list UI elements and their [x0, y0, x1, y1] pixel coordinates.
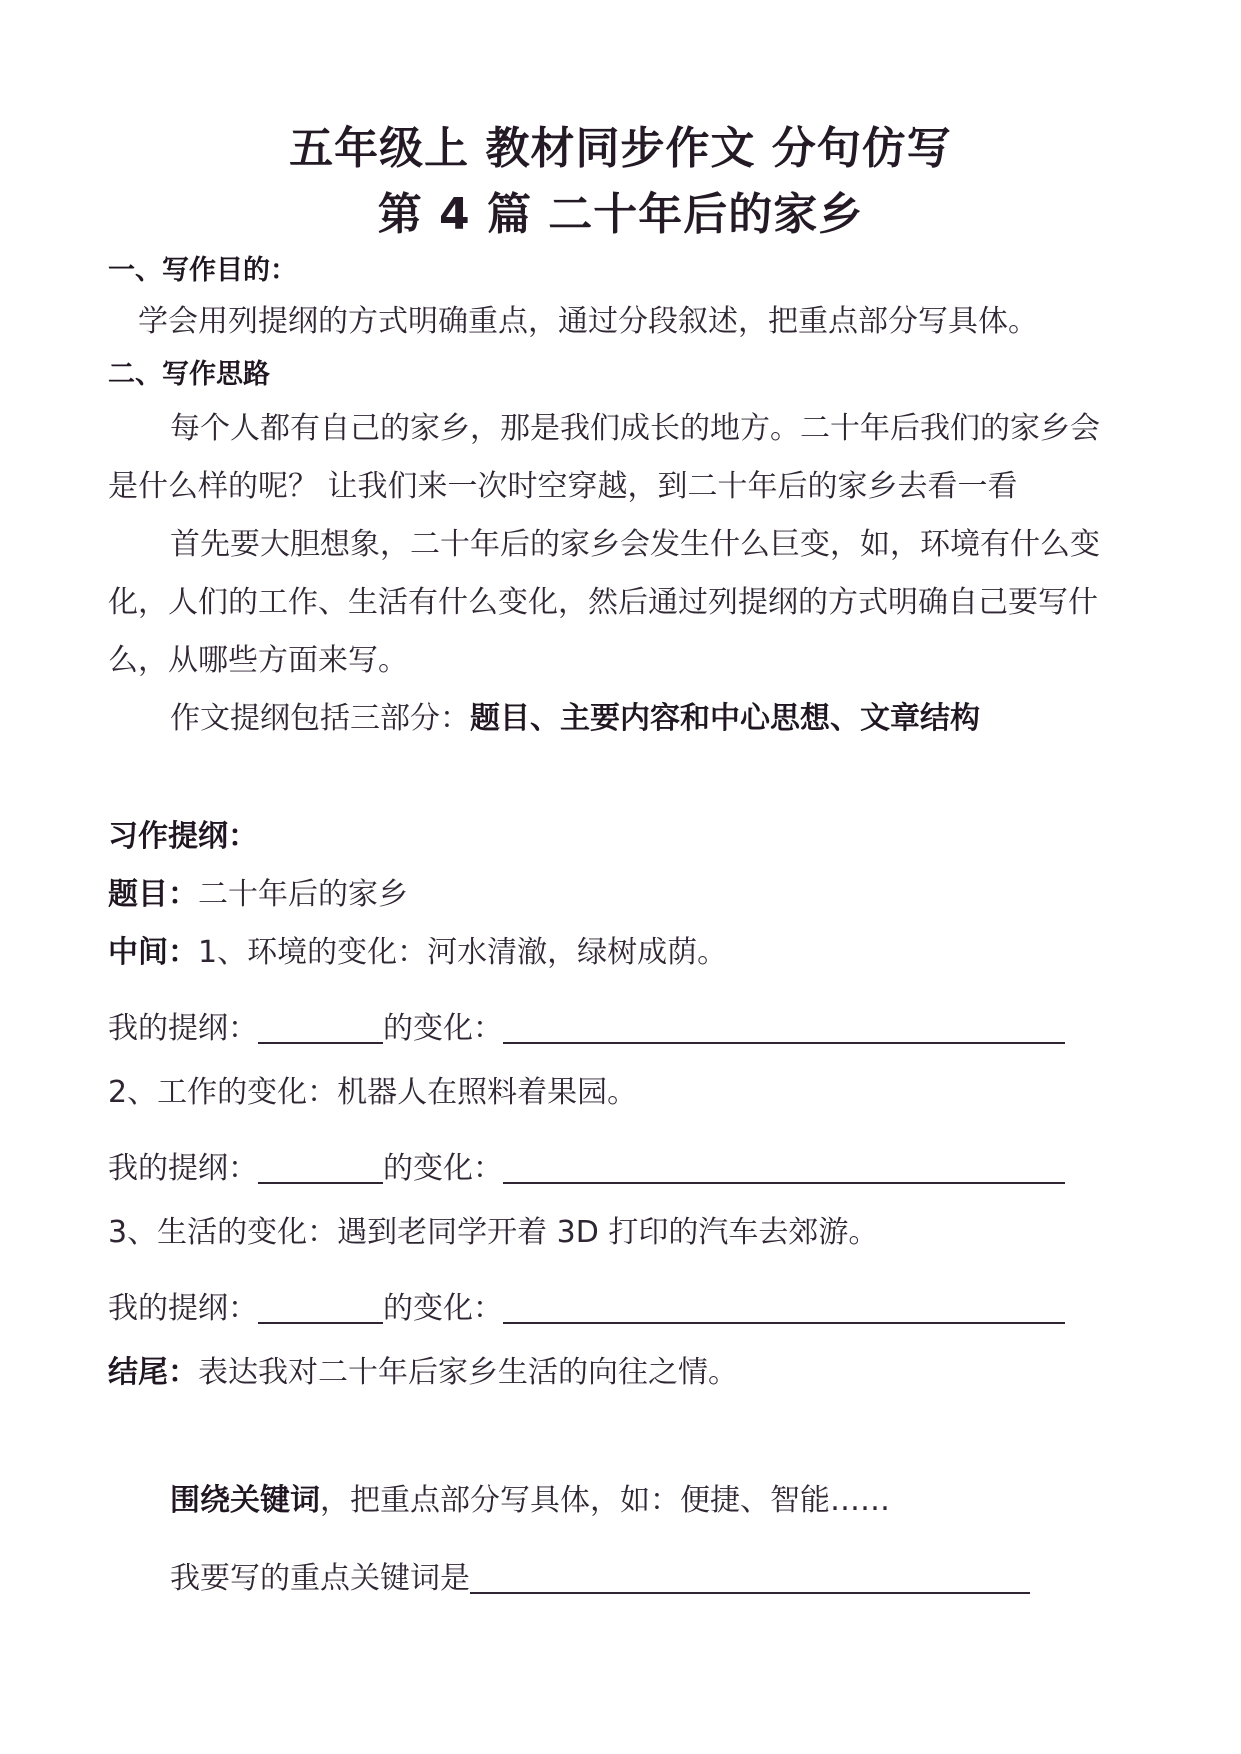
change-detail-blank-2[interactable]: [503, 1152, 1065, 1184]
my-outline-label: 我的提纲：: [108, 1151, 258, 1186]
middle-label: 中间：: [108, 935, 198, 970]
outline-parts-list: 题目、主要内容和中心思想、文章结构: [470, 701, 980, 736]
topic-value: 二十年后的家乡: [198, 877, 408, 912]
change-type-blank-1[interactable]: [258, 1012, 383, 1044]
my-outline-row-1: [108, 1003, 1065, 1047]
approach-paragraph-2-line-3: 么，从哪些方面来写。: [108, 643, 408, 678]
outline-heading: 习作提纲：: [108, 819, 258, 854]
my-outline-row-2: [108, 1143, 1065, 1187]
section-heading-approach: 二、写作思路: [108, 359, 270, 390]
change-detail-blank-3[interactable]: [503, 1292, 1065, 1324]
outline-middle-item-1: [108, 927, 727, 971]
approach-paragraph-2-line-2: 化，人们的工作、生活有什么变化，然后通过列提纲的方式明确自己要写什: [108, 585, 1098, 620]
keywords-answer-row: [170, 1553, 1030, 1597]
change-label: 的变化：: [383, 1151, 503, 1186]
change-type-blank-2[interactable]: [258, 1152, 383, 1184]
item-1-text: 1、环境的变化：河水清澈，绿树成荫。: [198, 935, 728, 970]
approach-paragraph-3: [170, 693, 980, 737]
keywords-text: ，把重点部分写具体，如：便捷、智能……: [320, 1483, 890, 1518]
my-outline-label: 我的提纲：: [108, 1011, 258, 1046]
purpose-text: 学会用列提纲的方式明确重点，通过分段叙述，把重点部分写具体。: [138, 304, 1038, 339]
my-outline-row-3: [108, 1283, 1065, 1327]
keywords-bold-prefix: 围绕关键词: [170, 1483, 320, 1518]
change-detail-blank-1[interactable]: [503, 1012, 1065, 1044]
my-outline-label: 我的提纲：: [108, 1291, 258, 1326]
topic-label: 题目：: [108, 877, 198, 912]
ending-value: 表达我对二十年后家乡生活的向往之情。: [198, 1355, 738, 1390]
outline-middle-item-2: 2、工作的变化：机器人在照料着果园。: [108, 1075, 638, 1110]
section-heading-purpose: 一、写作目的：: [108, 255, 297, 286]
ending-label: 结尾：: [108, 1355, 198, 1390]
keywords-prompt: 我要写的重点关键词是: [170, 1561, 470, 1596]
outline-parts-prefix: 作文提纲包括三部分：: [170, 701, 470, 736]
keywords-answer-blank[interactable]: [470, 1562, 1030, 1594]
change-label: 的变化：: [383, 1011, 503, 1046]
page-title: 五年级上 教材同步作文 分句仿写: [289, 123, 952, 174]
change-label: 的变化：: [383, 1291, 503, 1326]
change-type-blank-3[interactable]: [258, 1292, 383, 1324]
outline-ending: [108, 1347, 738, 1391]
outline-middle-item-3: 3、生活的变化：遇到老同学开着 3D 打印的汽车去郊游。: [108, 1215, 879, 1250]
outline-topic: [108, 869, 408, 913]
approach-paragraph-1-line-1: 每个人都有自己的家乡，那是我们成长的地方。二十年后我们的家乡会: [170, 411, 1100, 446]
approach-paragraph-1-line-2: 是什么样的呢？ 让我们来一次时空穿越，到二十年后的家乡去看一看: [108, 469, 1018, 504]
approach-paragraph-2-line-1: 首先要大胆想象，二十年后的家乡会发生什么巨变，如，环境有什么变: [170, 527, 1100, 562]
keywords-instruction: [170, 1475, 890, 1519]
page-subtitle: 第 4 篇 二十年后的家乡: [377, 189, 864, 240]
